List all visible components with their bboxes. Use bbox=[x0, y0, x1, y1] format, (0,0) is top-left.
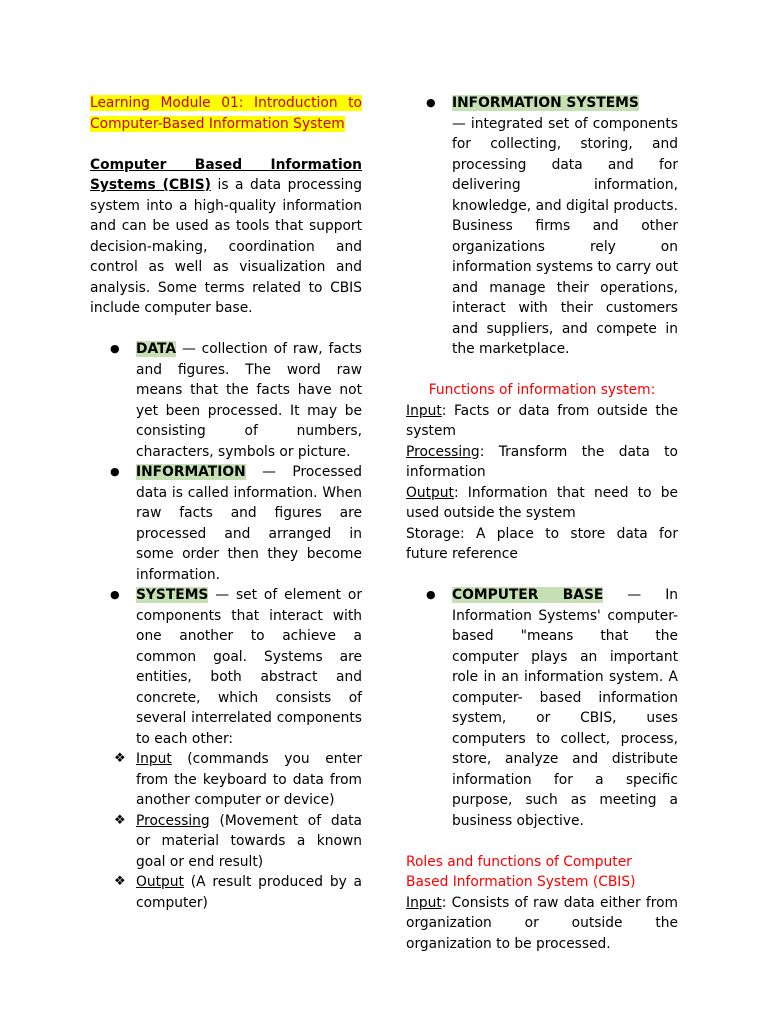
data-term: DATA bbox=[136, 341, 177, 357]
input-term: Input bbox=[136, 751, 172, 767]
bullet-information-systems bbox=[406, 93, 678, 360]
systems-term: SYSTEMS bbox=[136, 587, 209, 603]
cbis-definition bbox=[90, 155, 362, 319]
sub-item-output bbox=[90, 872, 362, 913]
information-text: — Processed data is called information. When raw facts and figures are processed and arranged in some order then they become information. bbox=[136, 464, 362, 583]
function-output-term: Output bbox=[406, 484, 454, 501]
function-processing bbox=[406, 442, 678, 483]
bullet-icon: ● bbox=[110, 465, 120, 478]
output-text: (A result produced by a computer) bbox=[136, 874, 362, 911]
function-processing-term: Processing bbox=[406, 443, 480, 460]
sub-item-input bbox=[90, 749, 362, 811]
processing-term: Processing bbox=[136, 812, 210, 829]
diamond-bullet-icon: ❖ bbox=[114, 812, 126, 828]
function-processing-text: : Transform the data to information bbox=[406, 443, 678, 480]
function-storage: Storage: A place to store data for future reference bbox=[406, 525, 678, 562]
data-text: — collection of raw, facts and figures. The word raw means that the facts have not yet been processed. It may be consisting of numbers, characters, symbols or picture. bbox=[136, 341, 362, 460]
information-term: INFORMATION bbox=[136, 464, 246, 480]
bullet-icon: ● bbox=[110, 588, 120, 601]
function-output-text: : Information that need to be used outside the system bbox=[406, 484, 678, 521]
bullet-data bbox=[90, 339, 362, 462]
bullet-icon: ● bbox=[110, 342, 120, 355]
roles-heading: Roles and functions of Computer Based Information System (CBIS) bbox=[406, 853, 636, 890]
function-input-text: : Facts or data from outside the system bbox=[406, 402, 678, 439]
bullet-systems bbox=[90, 585, 362, 749]
bullet-icon: ● bbox=[426, 588, 436, 601]
diamond-bullet-icon: ❖ bbox=[114, 874, 126, 889]
functions-heading: Functions of information system: bbox=[428, 382, 656, 398]
right-column bbox=[406, 93, 678, 954]
bullet-icon: ● bbox=[426, 96, 436, 109]
roles-input-term: Input bbox=[406, 894, 442, 911]
roles-input-text: : Consists of raw data either from organization or outside the organization to be processed. bbox=[406, 894, 678, 952]
is-term: INFORMATION SYSTEMS bbox=[452, 95, 639, 111]
systems-text: — set of element or components that interact with one another to achieve a common goal. Systems are entities, both abstract and concrete, which consists of several interrelated components to each other: bbox=[136, 587, 362, 747]
function-input-term: Input bbox=[406, 402, 442, 419]
cbis-term: Computer Based Information Systems (CBIS) bbox=[90, 156, 362, 193]
module-title: Learning Module 01: Introduction to Computer-Based Information System bbox=[90, 95, 362, 132]
diamond-bullet-icon: ❖ bbox=[114, 751, 126, 766]
function-input bbox=[406, 401, 678, 442]
input-text: (commands you enter from the keyboard to data from another computer or device) bbox=[136, 751, 362, 808]
roles-input bbox=[406, 893, 678, 955]
sub-item-processing bbox=[90, 811, 362, 873]
left-column bbox=[90, 93, 362, 913]
bullet-information bbox=[90, 462, 362, 585]
function-output bbox=[406, 483, 678, 524]
cb-text: — In Information Systems' computer-based "means that the computer plays an important role in an information system. A computer- based information system, or CBIS, uses computers to collect, process, store, analyze and distribute information for a specific purpose, such as meeting a business objective. bbox=[452, 587, 679, 829]
output-term: Output bbox=[136, 874, 184, 890]
cb-term: COMPUTER BASE bbox=[452, 587, 604, 603]
is-text: — integrated set of components for collecting, storing, and processing data and for delivering information, knowledge, and digital products. Business firms and other organizations rely on information systems to carry out and manage their operations, interact with their customers and suppliers, and compete in the marketplace. bbox=[452, 115, 678, 357]
bullet-computer-base bbox=[406, 585, 678, 831]
cbis-text: is a data processing system into a high-quality information and can be used as tools that support decision-making, coordination and control as well as visualization and analysis. Some terms related to CBIS include computer base. bbox=[90, 177, 363, 316]
processing-text: (Movement of data or material towards a known goal or end result) bbox=[136, 812, 362, 870]
